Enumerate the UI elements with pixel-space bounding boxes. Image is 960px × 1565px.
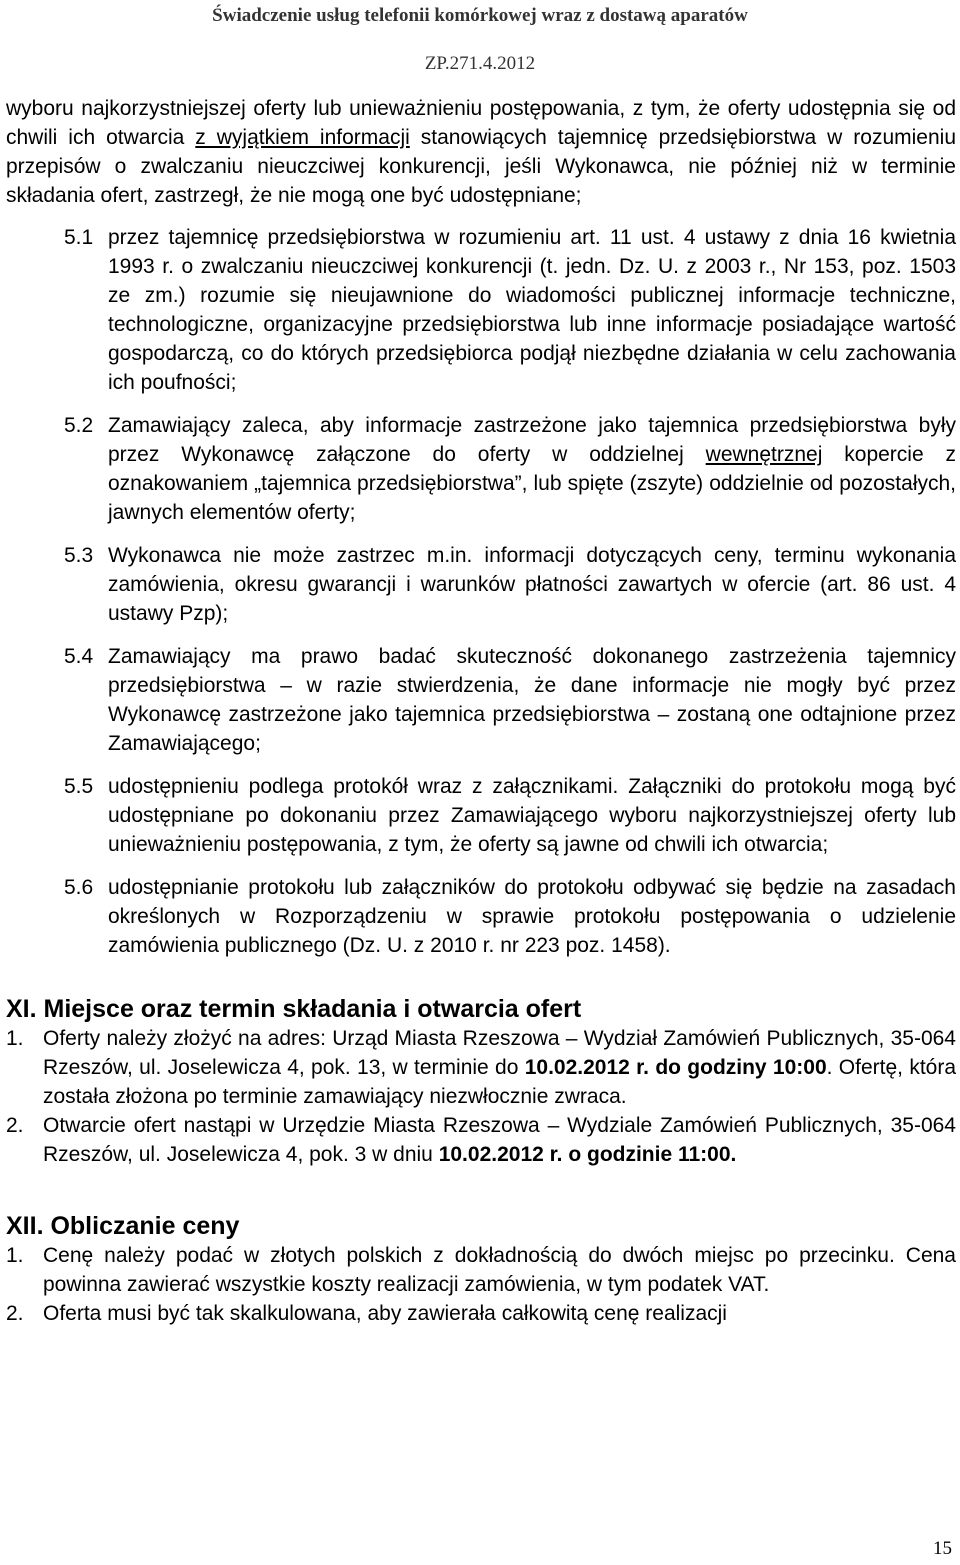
item-number: 1. (6, 1027, 24, 1050)
list-item (6, 541, 956, 628)
document-header-title: Świadczenie usług telefonii komórkowej wraz z dostawą aparatów (212, 5, 748, 26)
item-text: udostępnianie protokołu lub załączników do protokołu odbywać się będzie na zasadach określonych w Rozporządzeniu w sprawie protokołu postępowania o udzielenie zamówienia publicznego (Dz. U. z 2010 r. nr 223 poz. 1458). (108, 876, 956, 957)
list-item (6, 411, 956, 527)
item-bold-text: 10.02.2012 r. do godziny 10:00 (524, 1056, 827, 1079)
item-number: 5.5 (64, 775, 94, 798)
document-body (6, 94, 956, 1328)
item-number: 1. (6, 1244, 24, 1267)
item-number: 2. (6, 1302, 24, 1325)
list-item (6, 1024, 956, 1111)
item-number: 5.3 (64, 544, 94, 567)
item-text-start: Oferty należy złożyć na adres: Urząd Miasta Rzeszowa – Wydział Zamówień Publicznych, 35-064 Rzeszów, ul. Joselewicza 4, pok. 13, w terminie do (43, 1027, 956, 1079)
page-number: 15 (933, 1538, 952, 1559)
item-text-end: . Ofertę, która została złożona po terminie zamawiający niezwłocznie zwraca. (43, 1056, 956, 1108)
list-item (6, 772, 956, 859)
item-text: udostępnieniu podlega protokół wraz z załącznikami. Załączniki do protokołu mogą być udostępniane po dokonaniu przez Zamawiającego wyboru najkorzystniejszej oferty lub unieważnieniu postępowania, z tym, że oferty są jawne od chwili ich otwarcia; (108, 775, 956, 856)
intro-underlined-text: z wyjątkiem informacji (195, 126, 410, 149)
list-item (6, 1111, 956, 1169)
section-heading-xii: XII. Obliczanie ceny (6, 1212, 240, 1240)
item-text: Oferta musi być tak skalkulowana, aby zawierała całkowitą cenę realizacji (43, 1302, 727, 1325)
item-text: przez tajemnicę przedsiębiorstwa w rozumieniu art. 11 ust. 4 ustawy z dnia 16 kwietnia 1993 r. o zwalczaniu nieuczciwej konkurencji (t. jedn. Dz. U. z 2003 r., Nr 153, poz. 1503 ze zm.) rozumie się nieujawnione do wiadomości publicznej informacje techniczne, technologiczne, organizacyjne przedsiębiorstwa lub inne informacje posiadające wartość gospodarczą, co do których przedsiębiorca podjął niezbędne działania w celu zachowania ich poufności; (108, 226, 956, 394)
list-item (6, 642, 956, 758)
item-underlined-text: wewnętrznej (705, 443, 823, 466)
item-text: Wykonawca nie może zastrzec m.in. informacji dotyczących ceny, terminu wykonania zamówienia, okresu gwarancji i warunków płatności zawartych w ofercie (art. 86 ust. 4 ustawy Pzp); (108, 544, 956, 625)
item-number: 2. (6, 1114, 24, 1137)
item-text-end: kopercie z oznakowaniem „tajemnica przedsiębiorstwa”, lub spięte (zszyte) oddzielnie od pozostałych, jawnych elementów oferty; (108, 443, 957, 524)
list-item (6, 223, 956, 397)
item-number: 5.4 (64, 645, 94, 668)
intro-paragraph (6, 94, 956, 210)
intro-text-end: stanowiących tajemnicę przedsiębiorstwa w rozumieniu przepisów o zwalczaniu nieuczciwej konkurencji, jeśli Wykonawca, nie później niż w terminie składania ofert, zastrzegł, że nie mogą one być udostępniane; (6, 126, 957, 207)
section-heading-xi: XI. Miejsce oraz termin składania i otwarcia ofert (6, 995, 582, 1023)
document-reference-number: ZP.271.4.2012 (424, 53, 536, 74)
item-text (43, 1024, 956, 1111)
item-number: 5.6 (64, 876, 94, 899)
intro-text-start: wyboru najkorzystniejszej oferty lub unieważnieniu postępowania, z tym, że oferty udostępnia się od chwili ich otwarcia (6, 97, 956, 149)
item-text-start: Otwarcie ofert nastąpi w Urzędzie Miasta Rzeszowa – Wydziale Zamówień Publicznych, 35-064 Rzeszów, ul. Joselewicza 4, pok. 3 w dniu (43, 1114, 956, 1166)
item-text: Cenę należy podać w złotych polskich z dokładnością do dwóch miejsc po przecinku. Cena powinna zawierać wszystkie koszty realizacji zamówienia, w tym podatek VAT. (43, 1244, 956, 1296)
item-bold-text: 10.02.2012 r. o godzinie 11:00. (438, 1143, 737, 1166)
list-item (6, 873, 956, 960)
item-number: 5.2 (64, 414, 94, 437)
list-item (6, 1299, 956, 1328)
item-text (108, 411, 956, 527)
list-item (6, 1241, 956, 1299)
item-text: Zamawiający ma prawo badać skuteczność dokonanego zastrzeżenia tajemnicy przedsiębiorstwa – w razie stwierdzenia, że dane informacje nie mogły być przez Wykonawcę zastrzeżone jako tajemnica przedsiębiorstwa – zostaną one odtajnione przez Zamawiającego; (108, 645, 956, 755)
item-text (43, 1111, 956, 1169)
item-number: 5.1 (64, 226, 94, 249)
item-text-start: Zamawiający zaleca, aby informacje zastrzeżone jako tajemnica przedsiębiorstwa były przez Wykonawcę załączone do oferty w oddzielnej (108, 414, 956, 466)
